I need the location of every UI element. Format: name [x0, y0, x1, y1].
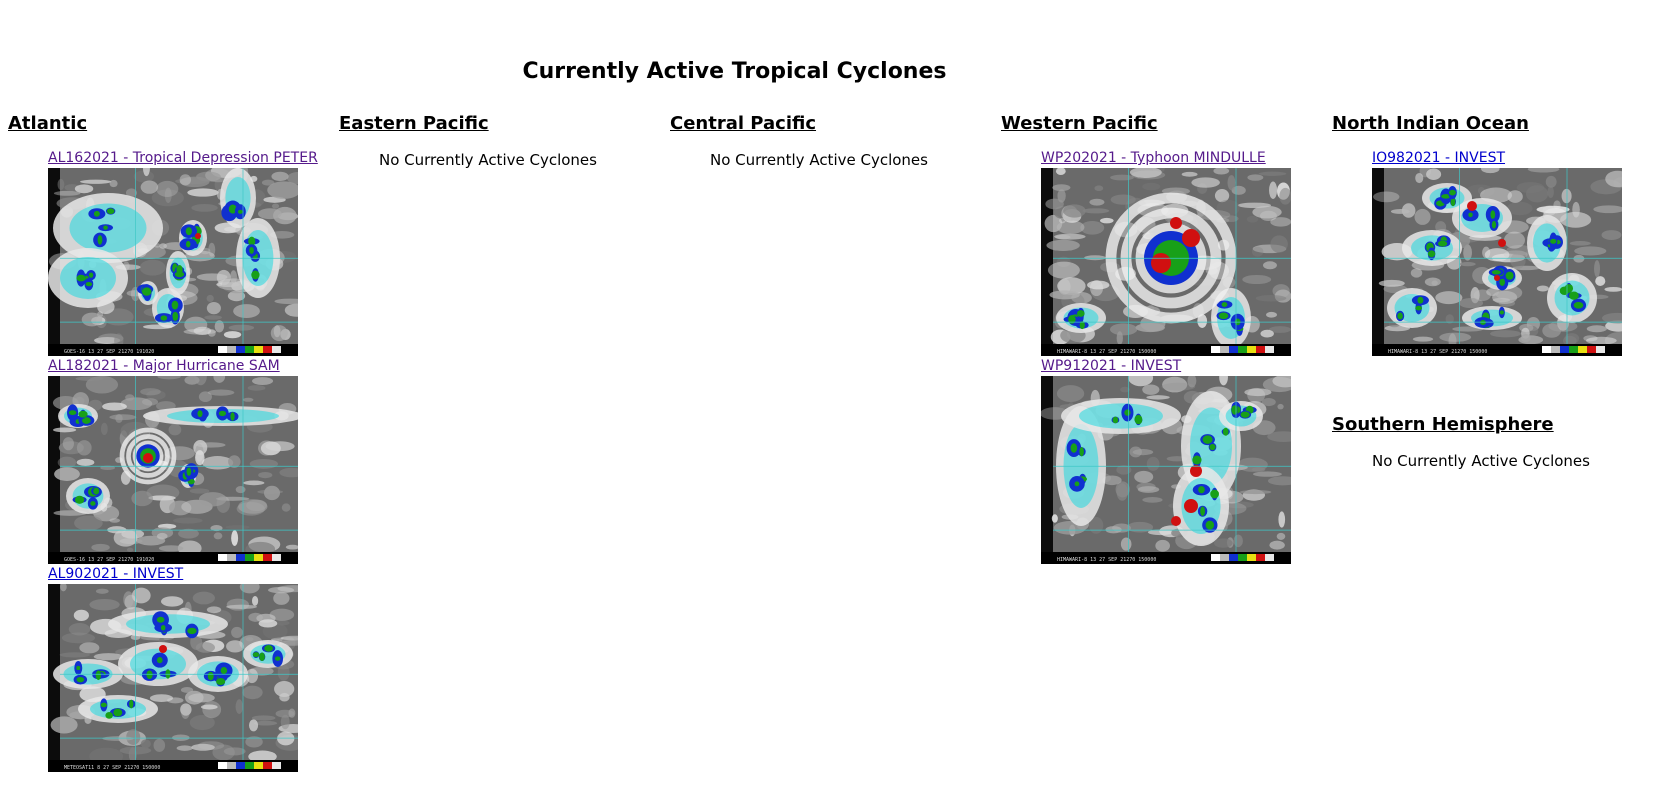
- satellite-image-al902021[interactable]: [48, 584, 298, 772]
- region-eastern-pacific: [339, 112, 659, 169]
- no-active-cyclones-text: No Currently Active Cyclones: [710, 151, 928, 169]
- svg-text:HIMAWARI-8 13 27 SEP 21270 15: HIMAWARI-8 13 27 SEP 21270 150000: [1388, 349, 1488, 355]
- page-title: Currently Active Tropical Cyclones: [522, 58, 947, 84]
- region-western-pacific: [1001, 112, 1321, 566]
- region-north-indian-ocean: [1332, 112, 1652, 358]
- storm-entry: [48, 150, 328, 356]
- storm-entry: [48, 358, 328, 564]
- storm-link-al182021[interactable]: AL182021 - Major Hurricane SAM: [48, 358, 280, 374]
- storm-link-wp202021[interactable]: WP202021 - Typhoon MINDULLE: [1041, 150, 1266, 166]
- satellite-image-wp912021[interactable]: [1041, 376, 1291, 564]
- no-active-cyclones-text: No Currently Active Cyclones: [379, 151, 597, 169]
- storm-link-al902021[interactable]: AL902021 - INVEST: [48, 566, 184, 582]
- region-central-pacific: [670, 112, 990, 169]
- storm-entry: [48, 566, 328, 772]
- region-heading-southern-hemisphere: Southern Hemisphere: [1332, 414, 1554, 435]
- storm-link-io982021[interactable]: IO982021 - INVEST: [1372, 150, 1506, 166]
- satellite-image-al182021[interactable]: [48, 376, 298, 564]
- svg-text:HIMAWARI-8 13 27 SEP 21270 15: HIMAWARI-8 13 27 SEP 21270 150000: [1057, 349, 1157, 355]
- satellite-image-wp202021[interactable]: [1041, 168, 1291, 356]
- satellite-image-io982021[interactable]: [1372, 168, 1622, 356]
- storm-entry: [1041, 358, 1321, 564]
- storm-link-wp912021[interactable]: WP912021 - INVEST: [1041, 358, 1182, 374]
- region-heading-atlantic: Atlantic: [8, 113, 88, 134]
- storm-entry: [1372, 150, 1652, 356]
- region-southern-hemisphere: [1332, 413, 1652, 470]
- region-heading-eastern-pacific: Eastern Pacific: [339, 113, 489, 134]
- svg-text:HIMAWARI-8 13 27 SEP 21270 15: HIMAWARI-8 13 27 SEP 21270 150000: [1057, 557, 1157, 563]
- storm-link-al162021[interactable]: AL162021 - Tropical Depression PETER: [48, 150, 318, 166]
- svg-text:GOES-16 13 27 SEP 21270 19102: GOES-16 13 27 SEP 21270 191020: [64, 349, 155, 355]
- satellite-image-al162021[interactable]: [48, 168, 298, 356]
- no-active-cyclones-text: No Currently Active Cyclones: [1372, 452, 1590, 470]
- svg-text:GOES-16 13 27 SEP 21270 19102: GOES-16 13 27 SEP 21270 191020: [64, 557, 155, 563]
- region-atlantic: [8, 112, 328, 774]
- svg-text:METEOSAT11 8 27 SEP 21270 150: METEOSAT11 8 27 SEP 21270 150000: [64, 765, 161, 771]
- storm-entry: [1041, 150, 1321, 356]
- region-heading-central-pacific: Central Pacific: [670, 113, 817, 134]
- region-heading-north-indian-ocean: North Indian Ocean: [1332, 113, 1529, 134]
- region-heading-western-pacific: Western Pacific: [1001, 113, 1158, 134]
